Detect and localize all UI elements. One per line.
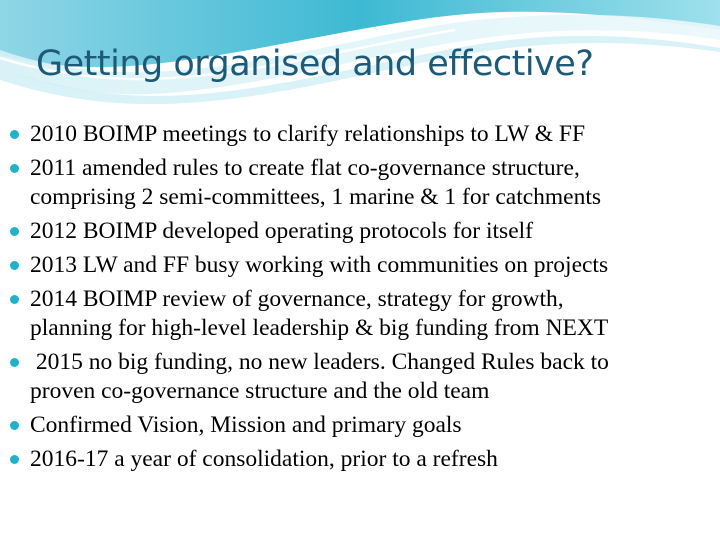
bullet-text-line: comprising 2 semi-committees, 1 marine & 1 for catchments: [30, 184, 602, 210]
slide-title: Getting organised and effective?: [36, 44, 594, 84]
circle-bullet-icon: [10, 295, 19, 304]
circle-bullet-icon: [10, 261, 19, 270]
bullet-item: [10, 348, 715, 406]
bullet-text-line: planning for high-level leadership & big funding from NEXT: [30, 315, 609, 341]
circle-bullet-icon: [10, 164, 19, 173]
bullet-item: [10, 411, 715, 440]
circle-bullet-icon: [10, 227, 19, 236]
bullet-text-line: 2010 BOIMP meetings to clarify relationships to LW & FF: [30, 121, 586, 147]
bullet-text-line: 2016-17 a year of consolidation, prior to a refresh: [30, 446, 498, 472]
circle-bullet-icon: [10, 358, 19, 367]
bullet-list: [10, 120, 715, 479]
bullet-text-line: Confirmed Vision, Mission and primary goals: [30, 412, 462, 438]
bullet-item: [10, 154, 715, 212]
bullet-item: [10, 120, 715, 149]
bullet-item: [10, 285, 715, 343]
bullet-text-line: 2011 amended rules to create flat co-governance structure,: [30, 155, 580, 181]
bullet-item: [10, 445, 715, 474]
bullet-item: [10, 217, 715, 246]
bullet-text-line: 2015 no big funding, no new leaders. Changed Rules back to: [30, 349, 609, 375]
circle-bullet-icon: [10, 421, 19, 430]
bullet-text-line: 2013 LW and FF busy working with communities on projects: [30, 252, 609, 278]
bullet-text-line: proven co-governance structure and the old team: [30, 378, 490, 404]
bullet-item: [10, 251, 715, 280]
bullet-text-line: 2014 BOIMP review of governance, strategy for growth,: [30, 286, 564, 312]
bullet-text-line: 2012 BOIMP developed operating protocols for itself: [30, 218, 533, 244]
circle-bullet-icon: [10, 130, 19, 139]
circle-bullet-icon: [10, 455, 19, 464]
